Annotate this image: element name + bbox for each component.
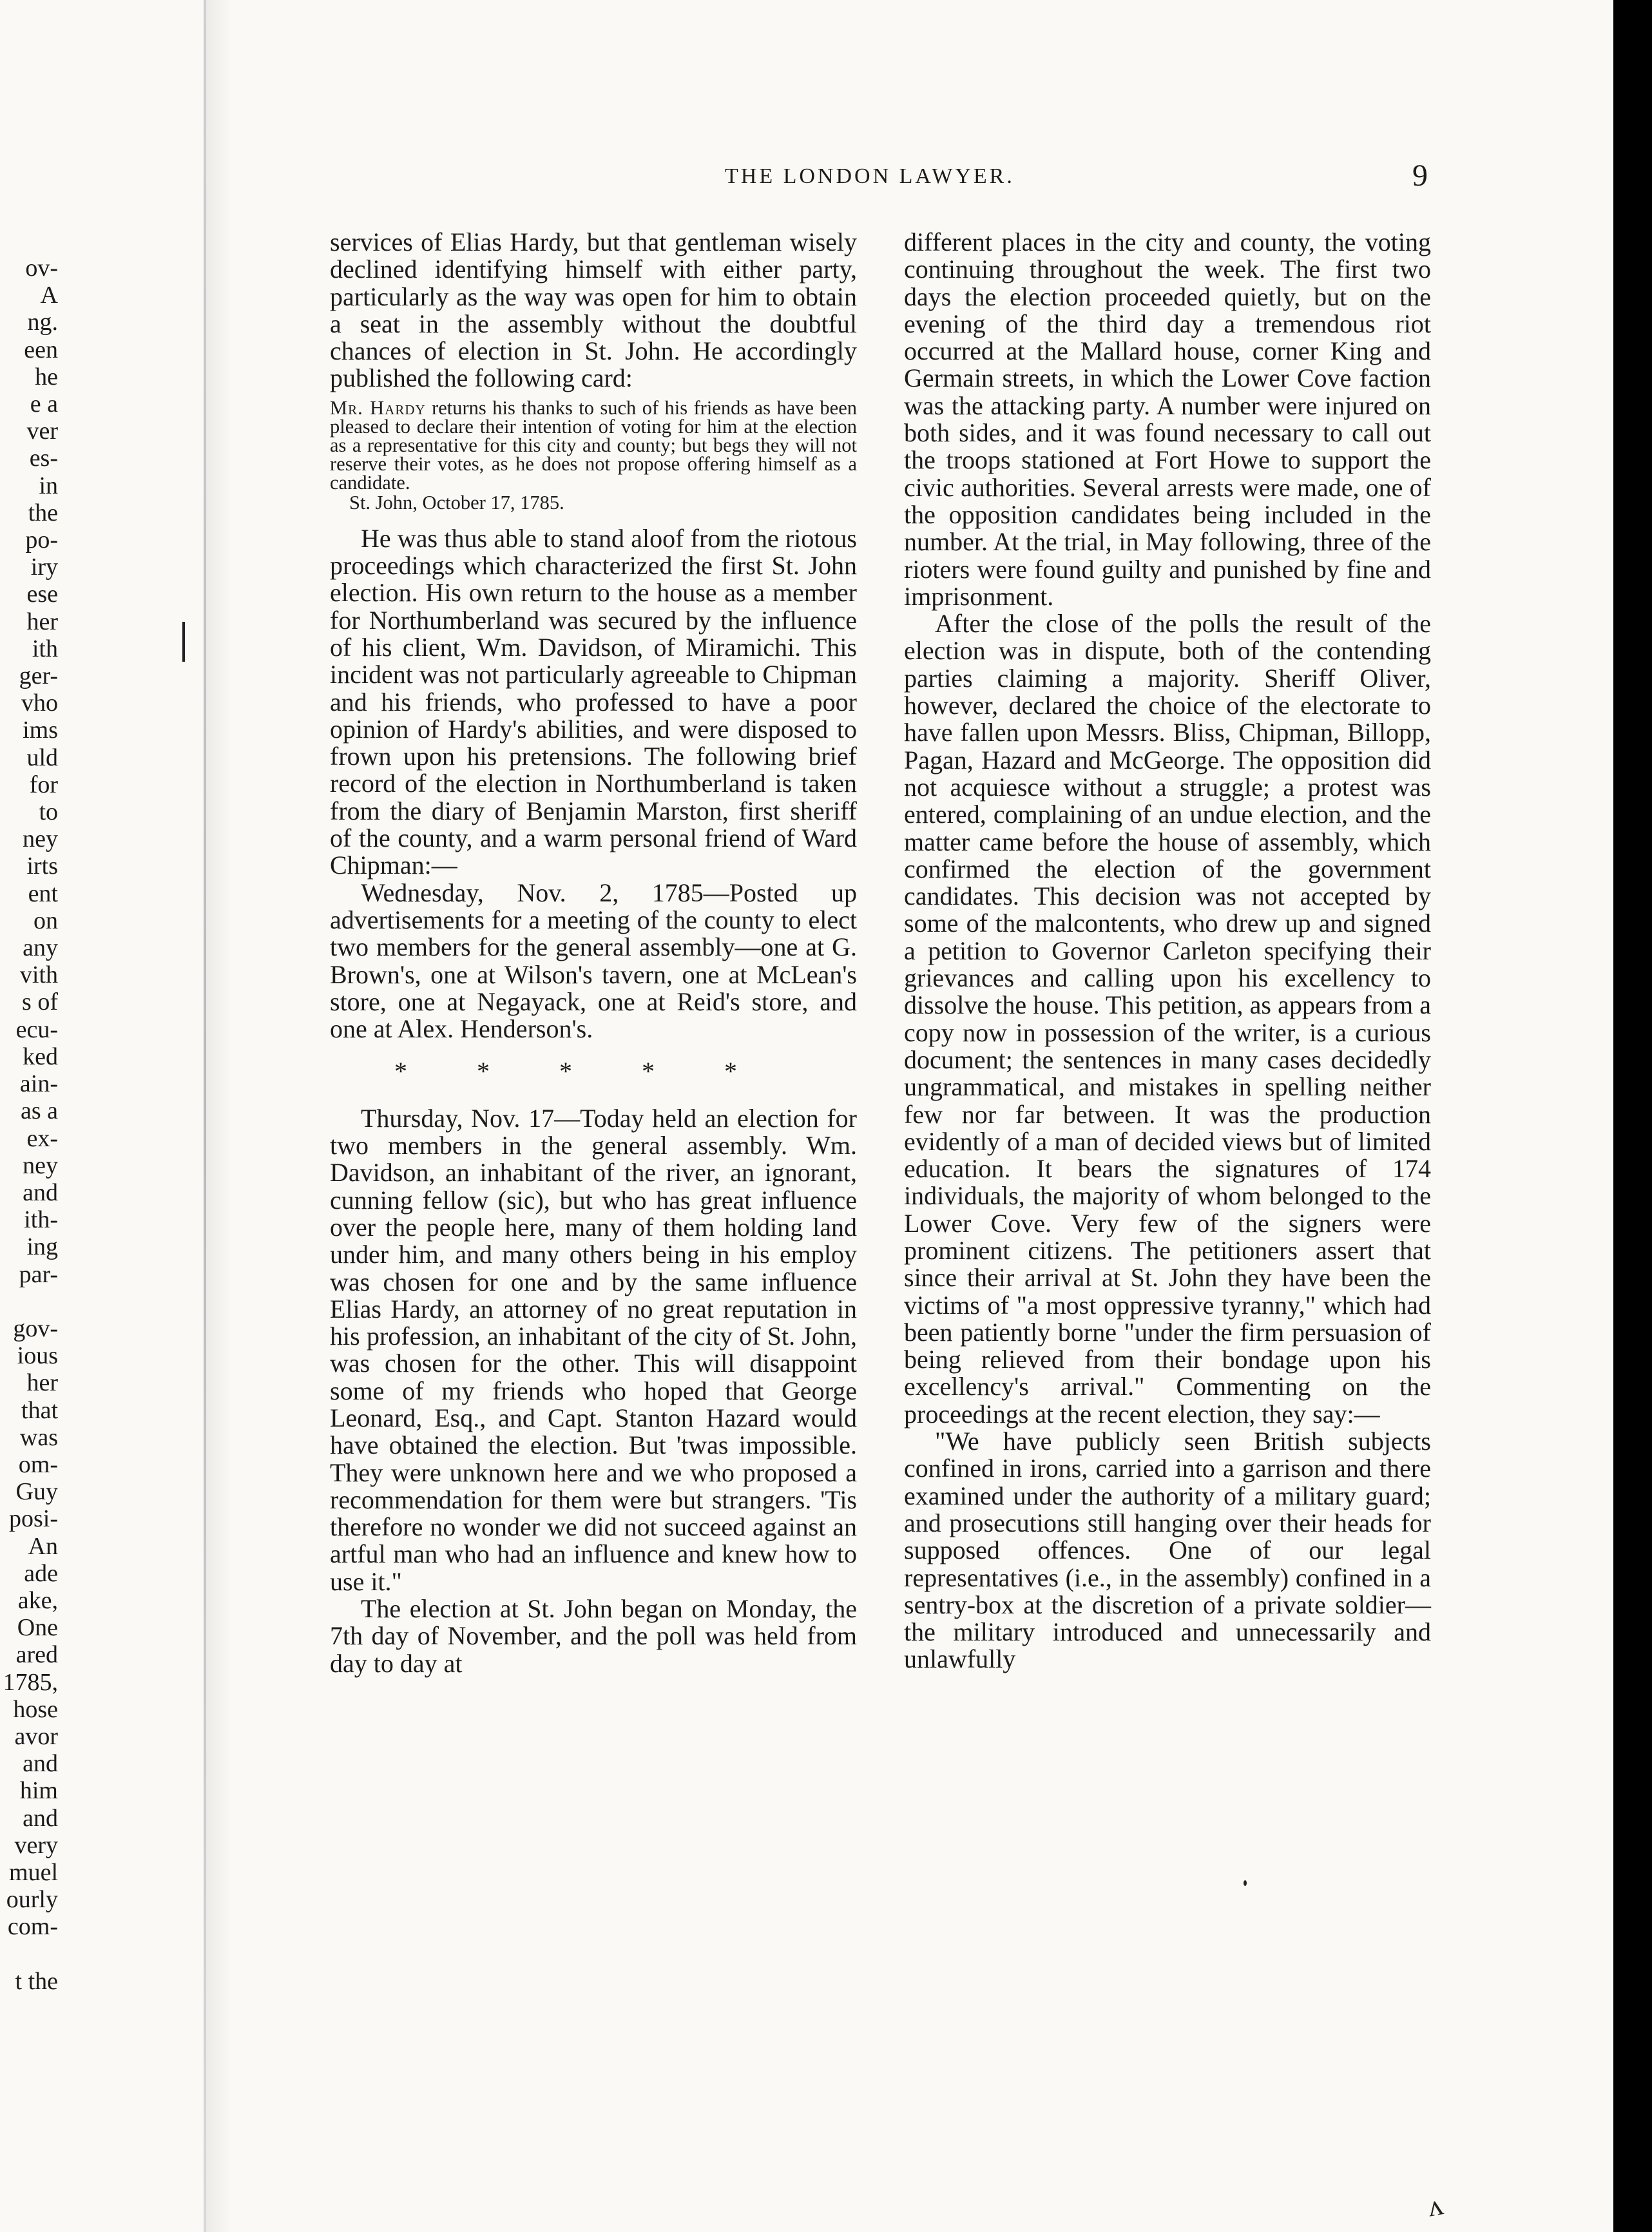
diary-entry: Wednesday, Nov. 2, 1785—Posted up advertisements for a meeting of the county to elect two members for the general assembly—one at G. Brown's, one at Wilson's tavern, one at McLean's store, one at Negayack, one at Reid's store, and one at Alex. Henderson's. — [330, 878, 857, 1044]
hardy-card — [330, 396, 857, 514]
fragment-line: muel — [9, 1858, 58, 1886]
fragment-line: s of — [22, 988, 58, 1016]
facing-page-fragment — [0, 255, 58, 1995]
fragment-line: ing — [26, 1233, 58, 1261]
fragment-line: ith — [32, 635, 58, 662]
star: * — [642, 1057, 655, 1086]
ink-dot — [1244, 1880, 1247, 1886]
fragment-line: vho — [21, 689, 58, 717]
fragment-line: gov- — [13, 1314, 58, 1342]
diary-entry: Thursday, Nov. 17—Today held an election for two members in the general assembly. Wm. Davidson, an inhabitant of the river, an ignorant, cunning fellow (sic), but who has great influence over the people here, many of them holding land under him, and many others being in his employ was chosen for one and by the same influence Elias Hardy, an attorney of no great reputation in his profession, an inhabitant of the city of St. John, was chosen for the other. This will disappoint some of my friends who hoped that George Leonard, Esq., and Capt. Stanton Hazard would have obtained the election. But 'twas impossible. They were unknown here and we who proposed a recommendation for them were but strangers. 'Tis therefore no wonder we did not succeed against an artful man who had an influence and knew how to use it." — [330, 1103, 857, 1596]
fragment-line: hose — [13, 1695, 58, 1723]
fragment-line: and — [23, 1804, 58, 1832]
running-title: THE LONDON LAWYER. — [725, 164, 1015, 188]
fragment-line: ourly — [6, 1886, 58, 1914]
fragment-line: avor — [14, 1722, 58, 1750]
fragment-line: een — [24, 336, 58, 363]
fragment-line — [0, 1941, 58, 1968]
fragment-line: for — [29, 771, 58, 798]
fragment-line: as a — [20, 1097, 58, 1125]
text-column-middle — [330, 229, 857, 1677]
star: * — [394, 1057, 407, 1086]
card-text: returns his thanks to such of his friends as have been pleased to declare their intention of voting for him at the election as a representative for this city and county; but begs they will not reserve their votes, as he does not propose offering himself as a candidate. — [330, 396, 857, 494]
fragment-line: com- — [7, 1913, 58, 1941]
text-column-right — [904, 229, 1431, 1673]
star: * — [724, 1057, 737, 1086]
fragment-line: ver — [26, 418, 58, 445]
fragment-line: irts — [26, 852, 58, 880]
petition-quote: "We have publicly seen British subjects confined in irons, carried into a garrison and there examined under the authority of a military guard; and prosecutions still hanging over their heads for supposed offences. One of our legal representatives (i.e., in the assembly) confined in a sentry-box at the discretion of a private soldier—the military introduced and unnecessarily and unlawfully — [904, 1427, 1431, 1674]
paragraph: different places in the city and county, the voting continuing throughout the week. The first two days the election proceeded quietly, but on the evening of the third day a tremendous riot occurred at the Mallard house, corner King and Germain streets, in which the Lower Cove faction was the attacking party. A number were injured on both sides, and it was found necessary to call out the troops stationed at Fort Howe to support the civic authorities. Several arrests were made, one of the opposition candidates being included in the number. At the trial, in May following, three of the rioters were found guilty and punished by fine and imprisonment. — [904, 227, 1431, 611]
fragment-line: ney — [23, 1151, 58, 1179]
fragment-line: in — [39, 472, 58, 499]
paragraph: services of Elias Hardy, but that gentleman wisely declined identifying himself with either party, particularly as the way was open for him to obtain a seat in the assembly without the doubtful chances of election in St. John. He accordingly published the following card: — [330, 227, 857, 393]
pencil-scribble: ᴧ — [1425, 2188, 1446, 2223]
fragment-line: and — [23, 1750, 58, 1778]
fragment-line: iry — [30, 553, 58, 581]
margin-mark — [182, 622, 185, 662]
fragment-line: any — [23, 934, 58, 962]
fragment-line: One — [17, 1614, 58, 1642]
fragment-line: es- — [29, 445, 58, 472]
fragment-line: her — [26, 608, 58, 635]
section-break-stars — [330, 1058, 857, 1085]
fragment-line: 1785, — [3, 1668, 58, 1696]
fragment-line: ese — [26, 581, 58, 608]
fragment-line: that — [21, 1396, 58, 1424]
fragment-line: on — [34, 907, 58, 934]
fragment-line: vith — [19, 961, 58, 989]
paragraph: After the close of the polls the result of the election was in dispute, both of the contending parties claiming a majority. Sheriff Oliver, however, declared the choice of the electorate to have fallen upon Messrs. Bliss, Chipman, Billopp, Pagan, Hazard and McGeorge. The opposition did not acquiesce without a struggle; a protest was entered, complaining of an undue election, and the matter came before the house of assembly, which confirmed the election of the government candidates. This decision was not accepted by some of the malcontents, who drew up and signed a petition to Governor Carleton specifying their grievances and calling upon his excellency to dissolve the house. This petition, as appears from a copy now in possession of the writer, is a curious document; the sentences in many cases decidedly ungrammatical, and mistakes in spelling neither few nor far between. It was the production evidently of a man of decided views but of limited education. It bears the signatures of 174 individuals, the majority of whom belonged to the Lower Cove. Very few of the signers were prominent citizens. The petitioners assert that since their arrival at St. John they have been the victims of "a most oppressive tyranny," which had been patiently borne "under the firm persuasion of being relieved from their bondage upon his excellency's arrival." Commenting on the proceedings at the recent election, they say:— — [904, 609, 1431, 1429]
card-date: St. John, October 17, 1785. — [349, 491, 564, 514]
gutter-shadow — [206, 0, 232, 2232]
fragment-line: ng. — [27, 309, 58, 336]
page-number: 9 — [1412, 159, 1428, 193]
card-name: Mr. Hardy — [330, 396, 426, 419]
fragment-line: and — [23, 1179, 58, 1206]
fragment-line: her — [26, 1369, 58, 1397]
fragment-line: posi- — [9, 1505, 58, 1533]
scan-border — [1613, 0, 1652, 2232]
fragment-line: An — [28, 1532, 58, 1560]
fragment-line: to — [39, 798, 58, 826]
fragment-line: ith- — [24, 1206, 58, 1234]
fragment-line: po- — [25, 526, 58, 554]
fragment-line: t the — [15, 1967, 58, 1995]
fragment-line: ain- — [19, 1070, 58, 1098]
star: * — [559, 1057, 572, 1086]
fragment-line: very — [14, 1831, 58, 1859]
fragment-line: he — [35, 363, 58, 390]
star: * — [477, 1057, 490, 1086]
fragment-line: uld — [26, 744, 58, 771]
fragment-line: ger- — [19, 662, 58, 690]
fragment-line: ked — [23, 1043, 58, 1070]
fragment-line: ney — [23, 825, 58, 853]
fragment-line: ared — [15, 1641, 58, 1669]
fragment-line: the — [28, 499, 58, 526]
fragment-line — [0, 1288, 58, 1315]
fragment-line: ade — [24, 1559, 58, 1587]
fragment-line: par- — [19, 1260, 58, 1288]
fragment-line: Guy — [15, 1478, 58, 1506]
fragment-line: ious — [17, 1342, 58, 1370]
fragment-line: ecu- — [15, 1015, 58, 1043]
fragment-line: A — [40, 282, 58, 309]
fragment-line: e a — [30, 390, 58, 418]
fragment-line: ims — [23, 717, 58, 744]
paragraph: He was thus able to stand aloof from the riotous proceedings which characterized the first St. John election. His own return to the house as a member for Northumberland was secured by the influence of his client, Wm. Davidson, of Miramichi. This incident was not particularly agreeable to Chipman and his friends, who professed to have a poor opinion of Hardy's abilities, and were disposed to frown upon his pretensions. The following brief record of the election in Northumberland is taken from the diary of Benjamin Marston, first sheriff of the county, and a warm personal friend of Ward Chipman:— — [330, 523, 857, 880]
fragment-line: ex- — [26, 1124, 58, 1152]
fragment-line: om- — [18, 1450, 58, 1478]
fragment-line: ake, — [17, 1586, 58, 1614]
fragment-line: him — [19, 1777, 58, 1805]
fragment-line: was — [19, 1423, 58, 1451]
fragment-line: ov- — [25, 255, 58, 282]
paragraph: The election at St. John began on Monday, the 7th day of November, and the poll was held from day to day at — [330, 1594, 857, 1678]
fragment-line: ent — [28, 880, 58, 907]
